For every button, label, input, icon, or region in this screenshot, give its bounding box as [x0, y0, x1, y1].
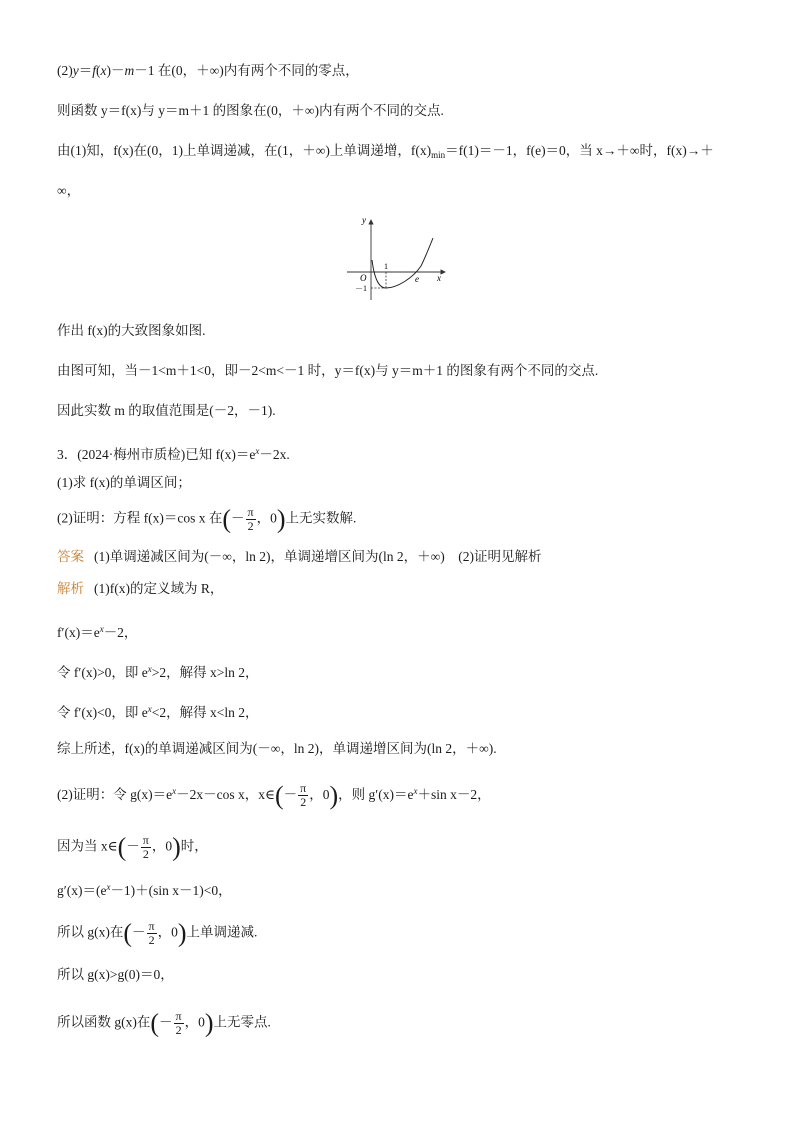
- solution-line-7: 因此实数 m 的取值范围是(－2，－1).: [57, 403, 276, 418]
- curve-f: [372, 238, 433, 288]
- solution-line-1: (2)y＝f(x)－m－1 在(0，＋∞)内有两个不同的零点，: [57, 63, 359, 78]
- proof-line-1: (2)证明：令 $g(x)=e^x-2x-\cos$ x，x∈(－ $\frac{\pi}{2}$ ，0)，则 $g'(x)=e^x+\sin$ x－2，: [57, 780, 491, 810]
- derivative-line: $f'(x)=e^x-2$，: [57, 624, 138, 640]
- graph-label-x: x: [437, 273, 441, 283]
- proof-line-5: 所以 g(x)>g(0)＝0，: [57, 967, 174, 982]
- function-graph: [345, 214, 455, 302]
- proof-line-6: 所以函数 g(x)在(－ $\frac{\pi}{2}$ ，0)上无零点.: [57, 1008, 271, 1038]
- solution-line-3: 由(1)知，f(x)在(0，1)上单调递减，在(1，＋∞)上单调递增，$f(x)_{min}=f(1)=-1$，f(e)＝0，当 x→＋∞时，f(x)→＋: [57, 143, 714, 160]
- solution-line-4: ∞，: [57, 183, 81, 198]
- answer-line: 答案 (1)单调递减区间为(－∞，ln 2)，单调递增区间为(ln 2，＋∞) (2)证明见解析: [57, 549, 542, 564]
- decrease-condition-line: 令 f′(x)<0，即 $e^x<2$，解得 x<ln 2，: [57, 704, 259, 720]
- answer-tag: 答案: [57, 549, 84, 564]
- analysis-line: 解析 (1)f(x)的定义域为 R，: [57, 581, 224, 596]
- proof-line-4: 所以 g(x)在(－ $\frac{\pi}{2}$ ，0)上单调递减.: [57, 918, 258, 948]
- graph-label-one: 1: [384, 262, 388, 271]
- analysis-tag: 解析: [57, 581, 84, 596]
- graph-label-neg-one: －1: [355, 284, 367, 293]
- graph-label-origin: O: [360, 273, 367, 283]
- proof-line-2: 因为当 x∈(－ $\frac{\pi}{2}$ ，0)时，: [57, 832, 208, 862]
- solution-line-2: 则函数 y＝f(x)与 y＝m＋1 的图象在(0，＋∞)内有两个不同的交点.: [57, 103, 444, 118]
- increase-condition-line: 令 f′(x)>0，即 $e^x>2$，解得 x>ln 2，: [57, 664, 259, 680]
- proof-line-3: $g'(x)=(e^x-1)+(\sin$ x－1)<0，: [57, 882, 232, 898]
- graph-label-y: y: [362, 215, 366, 225]
- summary-line: 综上所述，f(x)的单调递减区间为(－∞，ln 2)，单调递增区间为(ln 2，＋∞).: [57, 741, 497, 756]
- solution-line-5: 作出 f(x)的大致图象如图.: [57, 323, 206, 338]
- problem-3-part-2: (2)证明：方程 f(x)＝cos x 在(－ $\frac{\pi}{2}$ ，0)上无实数解.: [57, 504, 357, 534]
- solution-line-6: 由图可知，当－1<m＋1<0，即－2<m<－1 时，y＝f(x)与 y＝m＋1 的图象有两个不同的交点.: [57, 363, 599, 378]
- problem-3-part-1: (1)求 f(x)的单调区间；: [57, 475, 191, 490]
- graph-label-e: e: [415, 274, 419, 284]
- problem-3-title: 3．(2024·梅州市质检)已知 $f(x)=e^x-2x$.: [57, 446, 290, 462]
